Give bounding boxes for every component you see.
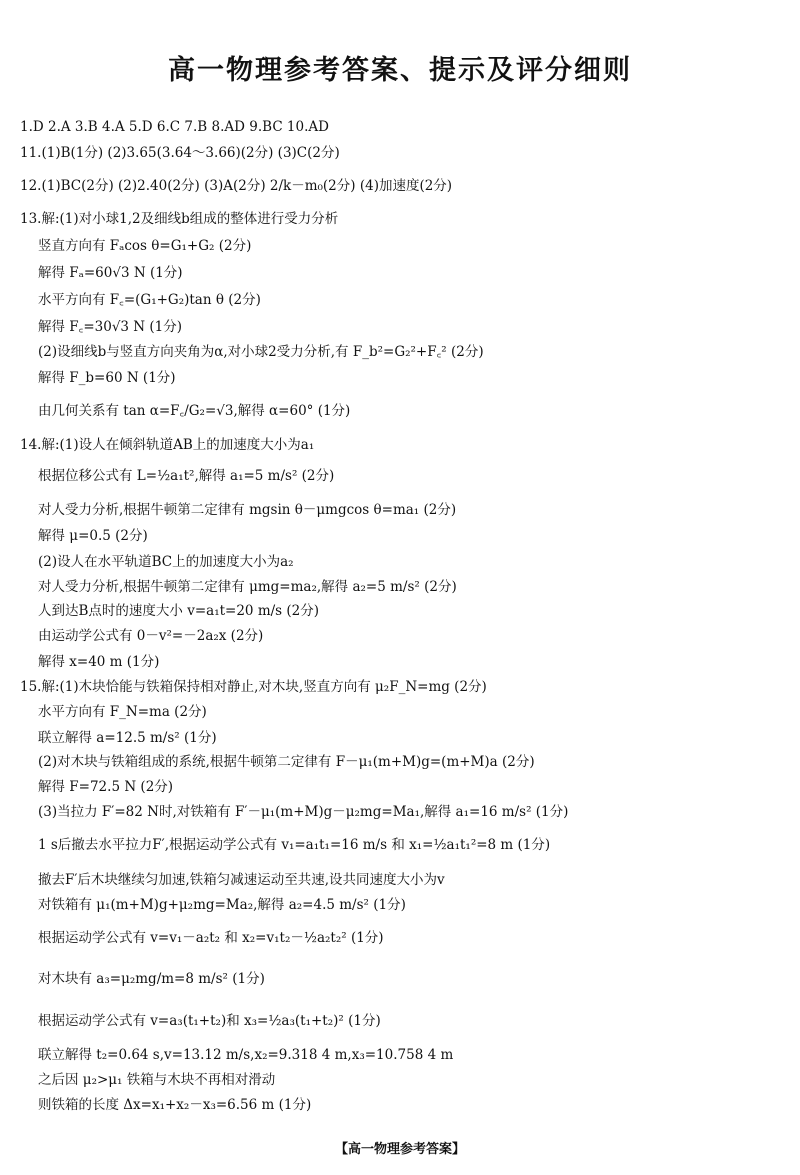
answer-line: 撤去F′后木块继续匀加速,铁箱匀减速运动至共速,设共同速度大小为v: [38, 872, 445, 888]
answer-line: 人到达B点时的速度大小 v=a₁t=20 m/s (2分): [38, 603, 320, 619]
page-title: 高一物理参考答案、提示及评分细则: [168, 55, 632, 86]
answer-line: 对人受力分析,根据牛顿第二定律有 mgsin θ－μmgcos θ=ma₁ (2分): [38, 502, 457, 518]
answer-line: 根据位移公式有 L=½a₁t²,解得 a₁=5 m/s² (2分): [38, 468, 335, 484]
answer-line: (2)设细线b与竖直方向夹角为α,对小球2受力分析,有 F_b²=G₂²+F꜀² (2分): [38, 344, 484, 360]
answer-line: 11.(1)B(1分) (2)3.65(3.64～3.66)(2分) (3)C(2分): [20, 145, 340, 161]
answer-line: 14.解:(1)设人在倾斜轨道AB上的加速度大小为a₁: [20, 437, 315, 453]
answer-line: (2)设人在水平轨道BC上的加速度大小为a₂: [38, 554, 294, 570]
answer-line: 水平方向有 F꜀=(G₁+G₂)tan θ (2分): [38, 292, 261, 308]
answer-line: 之后因 μ₂>μ₁ 铁箱与木块不再相对滑动: [38, 1072, 276, 1088]
answer-line: 对木块有 a₃=μ₂mg/m=8 m/s² (1分): [38, 971, 265, 987]
answer-line: 解得 F꜀=30√3 N (1分): [38, 319, 183, 335]
answer-line: (3)当拉力 F′=82 N时,对铁箱有 F′－μ₁(m+M)g－μ₂mg=Ma₁,解得 a₁=16 m/s² (1分): [38, 804, 569, 820]
answer-line: 根据运动学公式有 v=v₁－a₂t₂ 和 x₂=v₁t₂－½a₂t₂² (1分): [38, 930, 384, 946]
answer-line: 解得 F_b=60 N (1分): [38, 370, 176, 386]
answer-line: 由运动学公式有 0－v²=－2a₂x (2分): [38, 628, 264, 644]
answer-line: 对人受力分析,根据牛顿第二定律有 μmg=ma₂,解得 a₂=5 m/s² (2分): [38, 579, 457, 595]
answer-line: 水平方向有 F_N=ma (2分): [38, 704, 207, 720]
page-footer: 【高一物理参考答案】: [334, 1142, 465, 1157]
answer-line: 15.解:(1)木块恰能与铁箱保持相对静止,对木块,竖直方向有 μ₂F_N=mg (2分): [20, 679, 487, 695]
answer-line: 竖直方向有 Fₐcos θ=G₁+G₂ (2分): [38, 238, 252, 254]
answer-line: 1.D 2.A 3.B 4.A 5.D 6.C 7.B 8.AD 9.BC 10.AD: [20, 119, 329, 135]
answer-line: 1 s后撤去水平拉力F′,根据运动学公式有 v₁=a₁t₁=16 m/s 和 x₁=½a₁t₁²=8 m (1分): [38, 837, 551, 853]
answer-line: 由几何关系有 tan α=F꜀/G₂=√3,解得 α=60° (1分): [38, 403, 351, 419]
answer-line: 联立解得 t₂=0.64 s,v=13.12 m/s,x₂=9.318 4 m,x₃=10.758 4 m: [38, 1047, 454, 1063]
answer-line: 13.解:(1)对小球1,2及细线b组成的整体进行受力分析: [20, 211, 339, 227]
answer-line: 解得 x=40 m (1分): [38, 654, 160, 670]
answer-line: 根据运动学公式有 v=a₃(t₁+t₂)和 x₃=½a₃(t₁+t₂)² (1分): [38, 1013, 381, 1029]
answer-line: 解得 μ=0.5 (2分): [38, 528, 148, 544]
answer-line: 12.(1)BC(2分) (2)2.40(2分) (3)A(2分) 2/k－m₀(2分) (4)加速度(2分): [20, 178, 453, 194]
answer-line: 则铁箱的长度 Δx=x₁+x₂－x₃=6.56 m (1分): [38, 1097, 312, 1113]
answer-line: (2)对木块与铁箱组成的系统,根据牛顿第二定律有 F－μ₁(m+M)g=(m+M)a (2分): [38, 754, 535, 770]
answer-line: 联立解得 a=12.5 m/s² (1分): [38, 730, 217, 746]
answer-line: 对铁箱有 μ₁(m+M)g+μ₂mg=Ma₂,解得 a₂=4.5 m/s² (1分): [38, 897, 406, 913]
answer-line: 解得 F=72.5 N (2分): [38, 779, 174, 795]
answer-line: 解得 Fₐ=60√3 N (1分): [38, 265, 183, 281]
